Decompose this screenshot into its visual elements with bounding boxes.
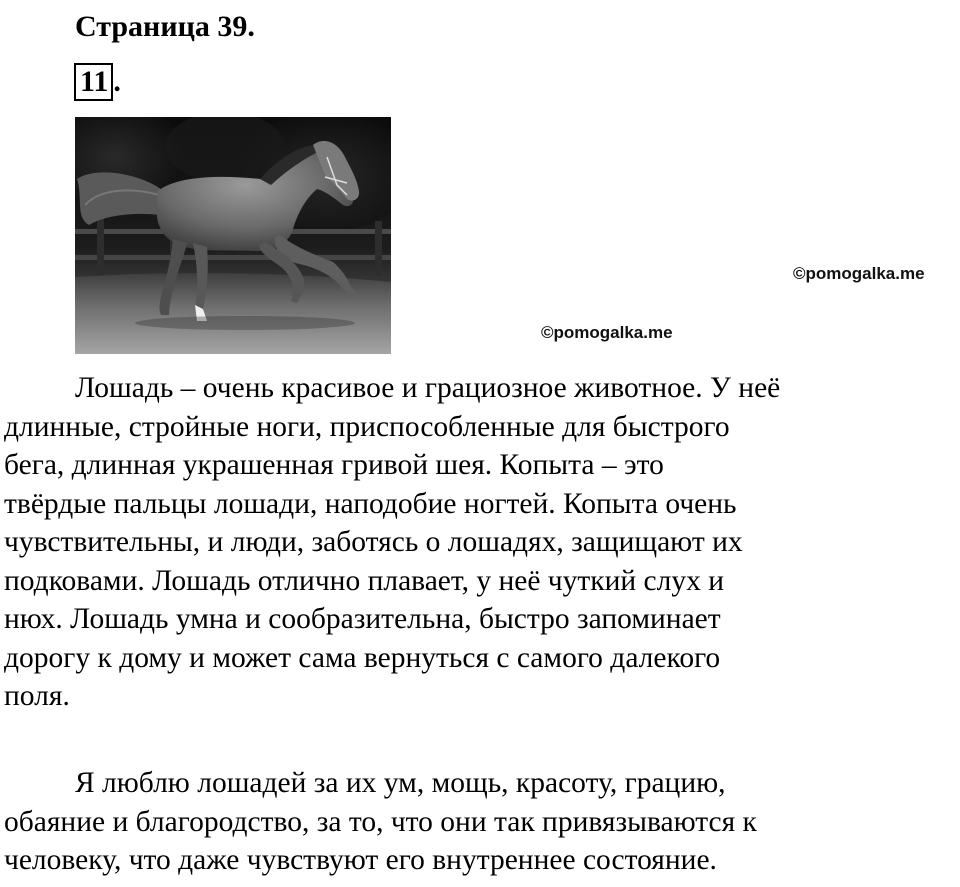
page-title: Страница 39. — [75, 10, 255, 43]
watermark: ©pomogalka.me — [793, 264, 925, 283]
paragraph-1 — [4, 369, 956, 716]
text-line: твёрдые пальцы лошади, наподобие ногтей. Копыта очень — [4, 487, 737, 520]
text-line: дорогу к дому и может сама вернуться с самого далекого — [4, 641, 721, 674]
text-line: Я люблю лошадей за их ум, мощь, красоту, грацию, — [75, 767, 726, 799]
task-number-dot: . — [113, 65, 121, 98]
text-line: обаяние и благородство, за то, что они так привязываются к — [4, 805, 757, 838]
watermark: ©pomogalka.me — [541, 323, 673, 342]
paragraph-2 — [4, 764, 956, 880]
text-line: чувствительны, и люди, заботясь о лошадях, защищают их — [4, 526, 743, 558]
text-line: бега, длинная украшенная гривой шея. Копыта – это — [4, 449, 664, 481]
task-number — [74, 63, 121, 101]
horse-photo — [75, 117, 391, 354]
text-line: Лошадь – очень красивое и грациозное животное. У неё — [75, 372, 781, 404]
text-line: поля. — [4, 680, 70, 712]
text-line: нюх. Лошадь умна и сообразительна, быстро запоминает — [4, 603, 721, 635]
text-line: подковами. Лошадь отлично плавает, у неё чуткий слух и — [4, 564, 725, 597]
text-line: длинные, стройные ноги, приспособленные для быстрого — [4, 410, 730, 443]
task-number-box: 11 — [74, 63, 113, 101]
text-line: человеку, что даже чувствуют его внутреннее состояние. — [4, 844, 717, 876]
